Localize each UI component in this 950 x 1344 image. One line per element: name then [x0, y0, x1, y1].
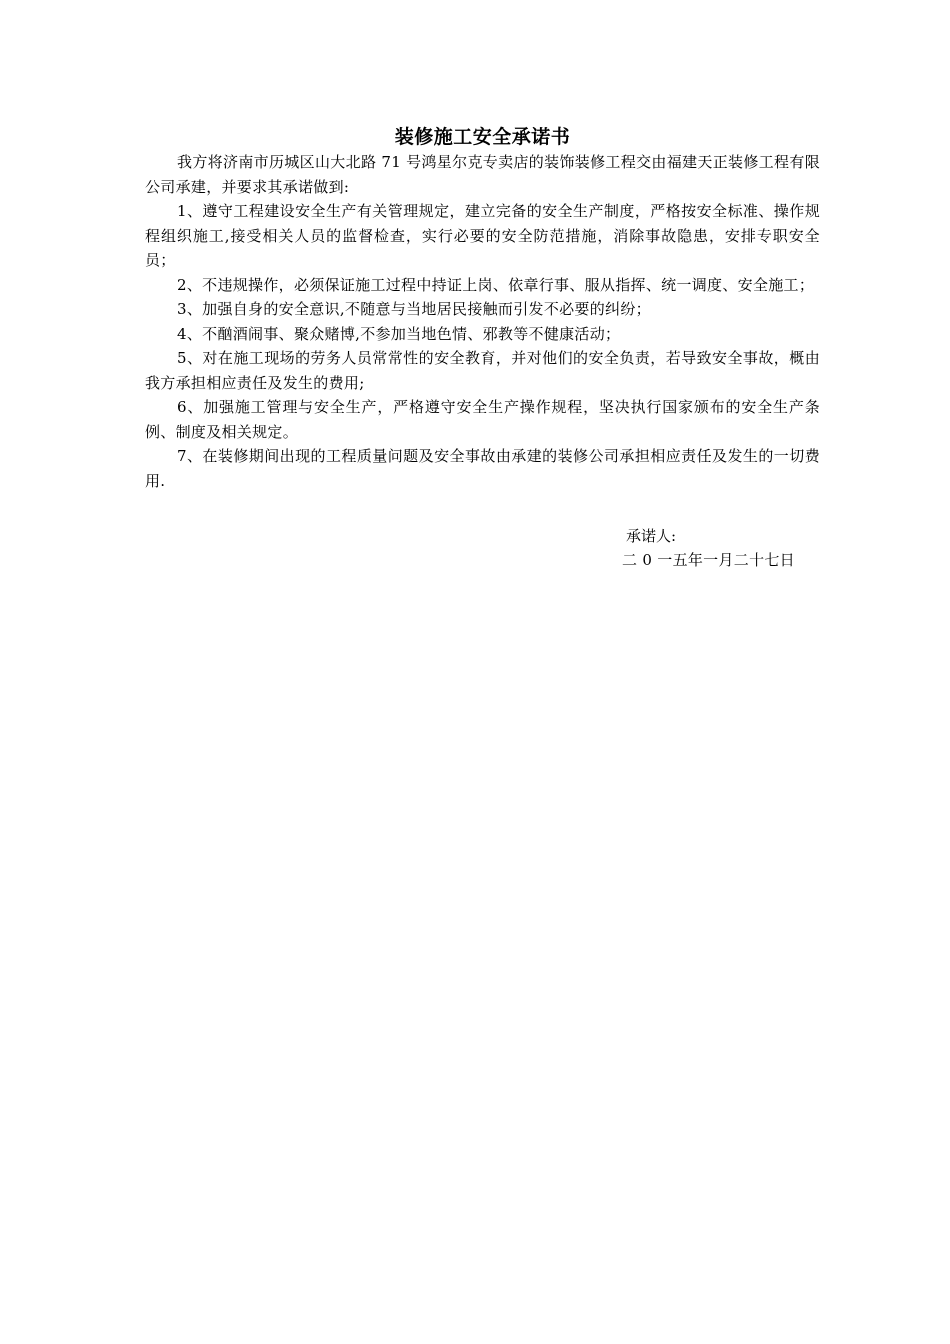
signature-label: 承诺人: — [626, 527, 677, 545]
commitment-item-1: 1、遵守工程建设安全生产有关管理规定，建立完备的安全生产制度，严格按安全标准、操作规程组织施工,接受相关人员的监督检查，实行必要的安全防范措施，消除事故隐患，安排专职安全员； — [145, 202, 820, 269]
commitment-item-6: 6、加强施工管理与安全生产，严格遵守安全生产操作规程，坚决执行国家颁布的安全生产条例、制度及相关规定。 — [145, 398, 820, 441]
document-body — [145, 124, 820, 493]
intro-paragraph: 我方将济南市历城区山大北路 71 号鸿星尔克专卖店的装饰装修工程交由福建天正装修工程有限公司承建，并要求其承诺做到: — [145, 153, 820, 196]
signature-date: 二 0 一五年一月二十七日 — [622, 551, 795, 569]
commitment-item-7: 7、在装修期间出现的工程质量问题及安全事故由承建的装修公司承担相应责任及发生的一切费用. — [145, 447, 820, 490]
commitment-item-2: 2、不违规操作，必须保证施工过程中持证上岗、依章行事、服从指挥、统一调度、安全施工； — [177, 275, 815, 294]
commitment-item-5: 5、对在施工现场的劳务人员常常性的安全教育，并对他们的安全负责，若导致安全事故，概由我方承担相应责任及发生的费用; — [145, 349, 820, 392]
commitment-item-3: 3、加强自身的安全意识,不随意与当地居民接触而引发不必要的纠纷； — [177, 300, 651, 318]
commitment-item-4: 4、不酗酒闹事、聚众赌博,不参加当地色情、邪教等不健康活动； — [177, 324, 621, 343]
document-title: 装修施工安全承诺书 — [394, 126, 571, 148]
